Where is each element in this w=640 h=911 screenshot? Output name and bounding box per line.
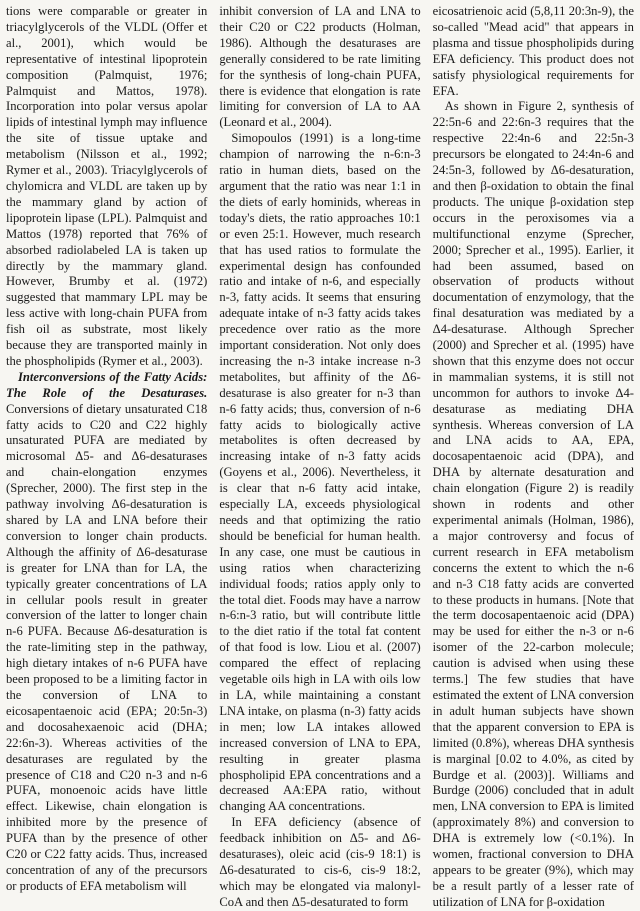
paragraph: As shown in Figure 2, synthesis of 22:5n-6 and 22:6n-3 requires that the respective 22:4n-6 and 22:5n-3 precursors be elongated to 24:4n-6 and 24:5n-3, followed by Δ6-desaturation, and then β-oxidation to obtain the final products. The unique β-oxidation step occurs in the peroxisomes via a multifunctional enzyme (Sprecher, 2000; Sprecher et al., 1995). Earlier, it had been assumed, based on observation of products without documentation of enzymology, that the final desaturation was mediated by a Δ4-desaturase. Although Sprecher (2000) and Sprecher et al. (1995) have shown that this enzyme does not occur in mammalian systems, it is still not uncommon for authors to invoke Δ4-desaturase as mediating DHA synthesis. Whereas conversion of LA and LNA acids to AA, EPA, docosapentaenoic acid (DPA), and DHA by alternate desaturation and chain elongation (Figure 2) is readily shown in rodents and other experimental animals (Holman, 1986), a major controversy and focus of current research in EFA metabolism concerns the extent to which the n-6 and n-3 C18 fatty acids are converted to these products in humans. [Note that the term docosapentaenoic acid (DPA) may be used for either the n-3 or n-6 isomer of the 22-carbon molecule; caution is advised when using these terms.] The few studies that have estimated the extent of LNA conversion in adult human subjects have shown that the apparent conversion to EPA is limited (0.8%), whereas DHA synthesis is marginal [0.02 to 4.0%, as cited by Burdge et al. (2003)]. Williams and Burdge (2006) concluded that in adult men, LNA conversion to EPA is limited (approximately 8%) and conversion to DHA is extremely low (<0.1%). In women, fractional conversion to DHA appears to be greater (9%), which may be a result partly of a lesser rate of utilization of LNA for β-oxidation [432,99,634,909]
section-subheading: Interconversions of the Fatty Acids: The Role of the Desaturases. [6,369,208,400]
paragraph-text: Conversions of dietary unsaturated C18 fatty acids to C20 and C22 highly unsaturated PUFA are mediated by microsomal Δ5- and Δ6-desaturases and chain-elongation enzymes (Sprecher, 2000). The first step in the pathway involving Δ6-desaturation is shared by LA and LNA before their conversion to longer chain products. Although the affinity of Δ6-desaturase is greater for LNA than for LA, the typically greater concentrations of LA in cellular pools result in greater conversion of the latter to longer chain n-6 PUFA. Because Δ6-desaturation is the rate-limiting step in the pathway, high dietary intakes of n-6 PUFA have been proposed to be a limiting factor in the conversion of LNA to eicosapentaenoic acid (EPA; 20:5n-3) and docosahexaenoic acid (DHA; 22:6n-3). Whereas activities of the desaturases are regulated by the presence of C18 and C20 n-3 and n-6 PUFA, monoenoic acids have little effect. Likewise, chain elongation is inhibited more by the presence of PUFA than by the presence of other C20 or C22 fatty acids. Thus, increased concentration of any of the precursors or products of EFA metabolism will [6,401,208,893]
paragraph: inhibit conversion of LA and LNA to their C20 or C22 products (Holman, 1986). Although the desaturases are generally considered to be rate limiting for the synthesis of long-chain PUFA, there is evidence that elongation is rate limiting for conversion of LA to AA (Leonard et al., 2004). [219,4,421,130]
paragraph: Simopoulos (1991) is a long-time champion of narrowing the n-6:n-3 ratio in human diets, based on the argument that the ratio was near 1:1 in the diets of early hominids, whereas in today's diets, the ratio approaches 10:1 or even 25:1. However, much research that has used ratios to formulate the experimental design has confounded ratio and intake of n-6, and especially n-3, fatty acids. It seems that ensuring adequate intake of n-3 fatty acids takes precedence over ratio as the more important consideration. Not only does increasing the n-3 intake increase n-3 metabolites, but affinity of the Δ6-desaturase is also greater for n-3 than n-6 fatty acids; thus, conversion of n-6 fatty acids to biologically active metabolites is often decreased by increasing intake of n-3 fatty acids (Goyens et al., 2006). Nevertheless, it is clear that n-6 fatty acid intake, especially LA, exceeds physiological needs and that optimizing the ratio should be beneficial for human health. In any case, one must be cautious in using ratios when characterizing individual foods; ratios apply only to the total diet. Foods may have a narrow n-6:n-3 ratio, but will contribute little to the diet ratio if the total fat content of that food is low. Liou et al. (2007) compared the effect of replacing vegetable oils high in LA with oils low in LA, while maintaining a constant LNA intake, on plasma (n-3) fatty acids in men; low LA intakes allowed increased conversion of LNA to EPA, resulting in greater plasma phospholipid EPA concentrations and a decreased AA:EPA ratio, without changing AA concentrations. [219,131,421,814]
column-right [432,4,634,909]
column-middle [219,4,421,909]
paragraph-with-subheading [6,370,207,895]
paragraph: tions were comparable or greater in triacylglycerols of the VLDL (Offer et al., 2001), which would be representative of intestinal lipoprotein composition (Palmquist, 1976; Palmquist and Mattos, 1978). Incorporation into polar versus apolar lipids of intestinal lymph may influence the site of tissue uptake and metabolism (Nilsson et al., 1992; Rymer et al., 2003). Triacylglycerols of chylomicra and VLDL are taken up by the mammary gland by action of lipoprotein lipase (LPL). Palmquist and Mattos (1978) reported that 76% of absorbed radiolabeled LA is taken up directly by the mammary gland. However, Brumby et al. (1972) suggested that mammary LPL may be less active with long-chain PUFA from fish oil as substrate, most likely because they are transported mainly in the phospholipids (Rymer et al., 2003). [6,4,208,368]
paragraph: In EFA deficiency (absence of feedback inhibition on Δ5- and Δ6-desaturases), oleic acid (cis-9 18:1) is Δ6-desaturated to cis-6, cis-9 18:2, which may be elongated via malonyl-CoA and then Δ5-desaturated to form [219,815,421,909]
paragraph: eicosatrienoic acid (5,8,11 20:3n-9), the so-called "Mead acid" that appears in plasma and tissue phospholipids during EFA deficiency. This product does not satisfy physiological requirements for EFA. [432,4,634,98]
column-left [6,4,207,900]
